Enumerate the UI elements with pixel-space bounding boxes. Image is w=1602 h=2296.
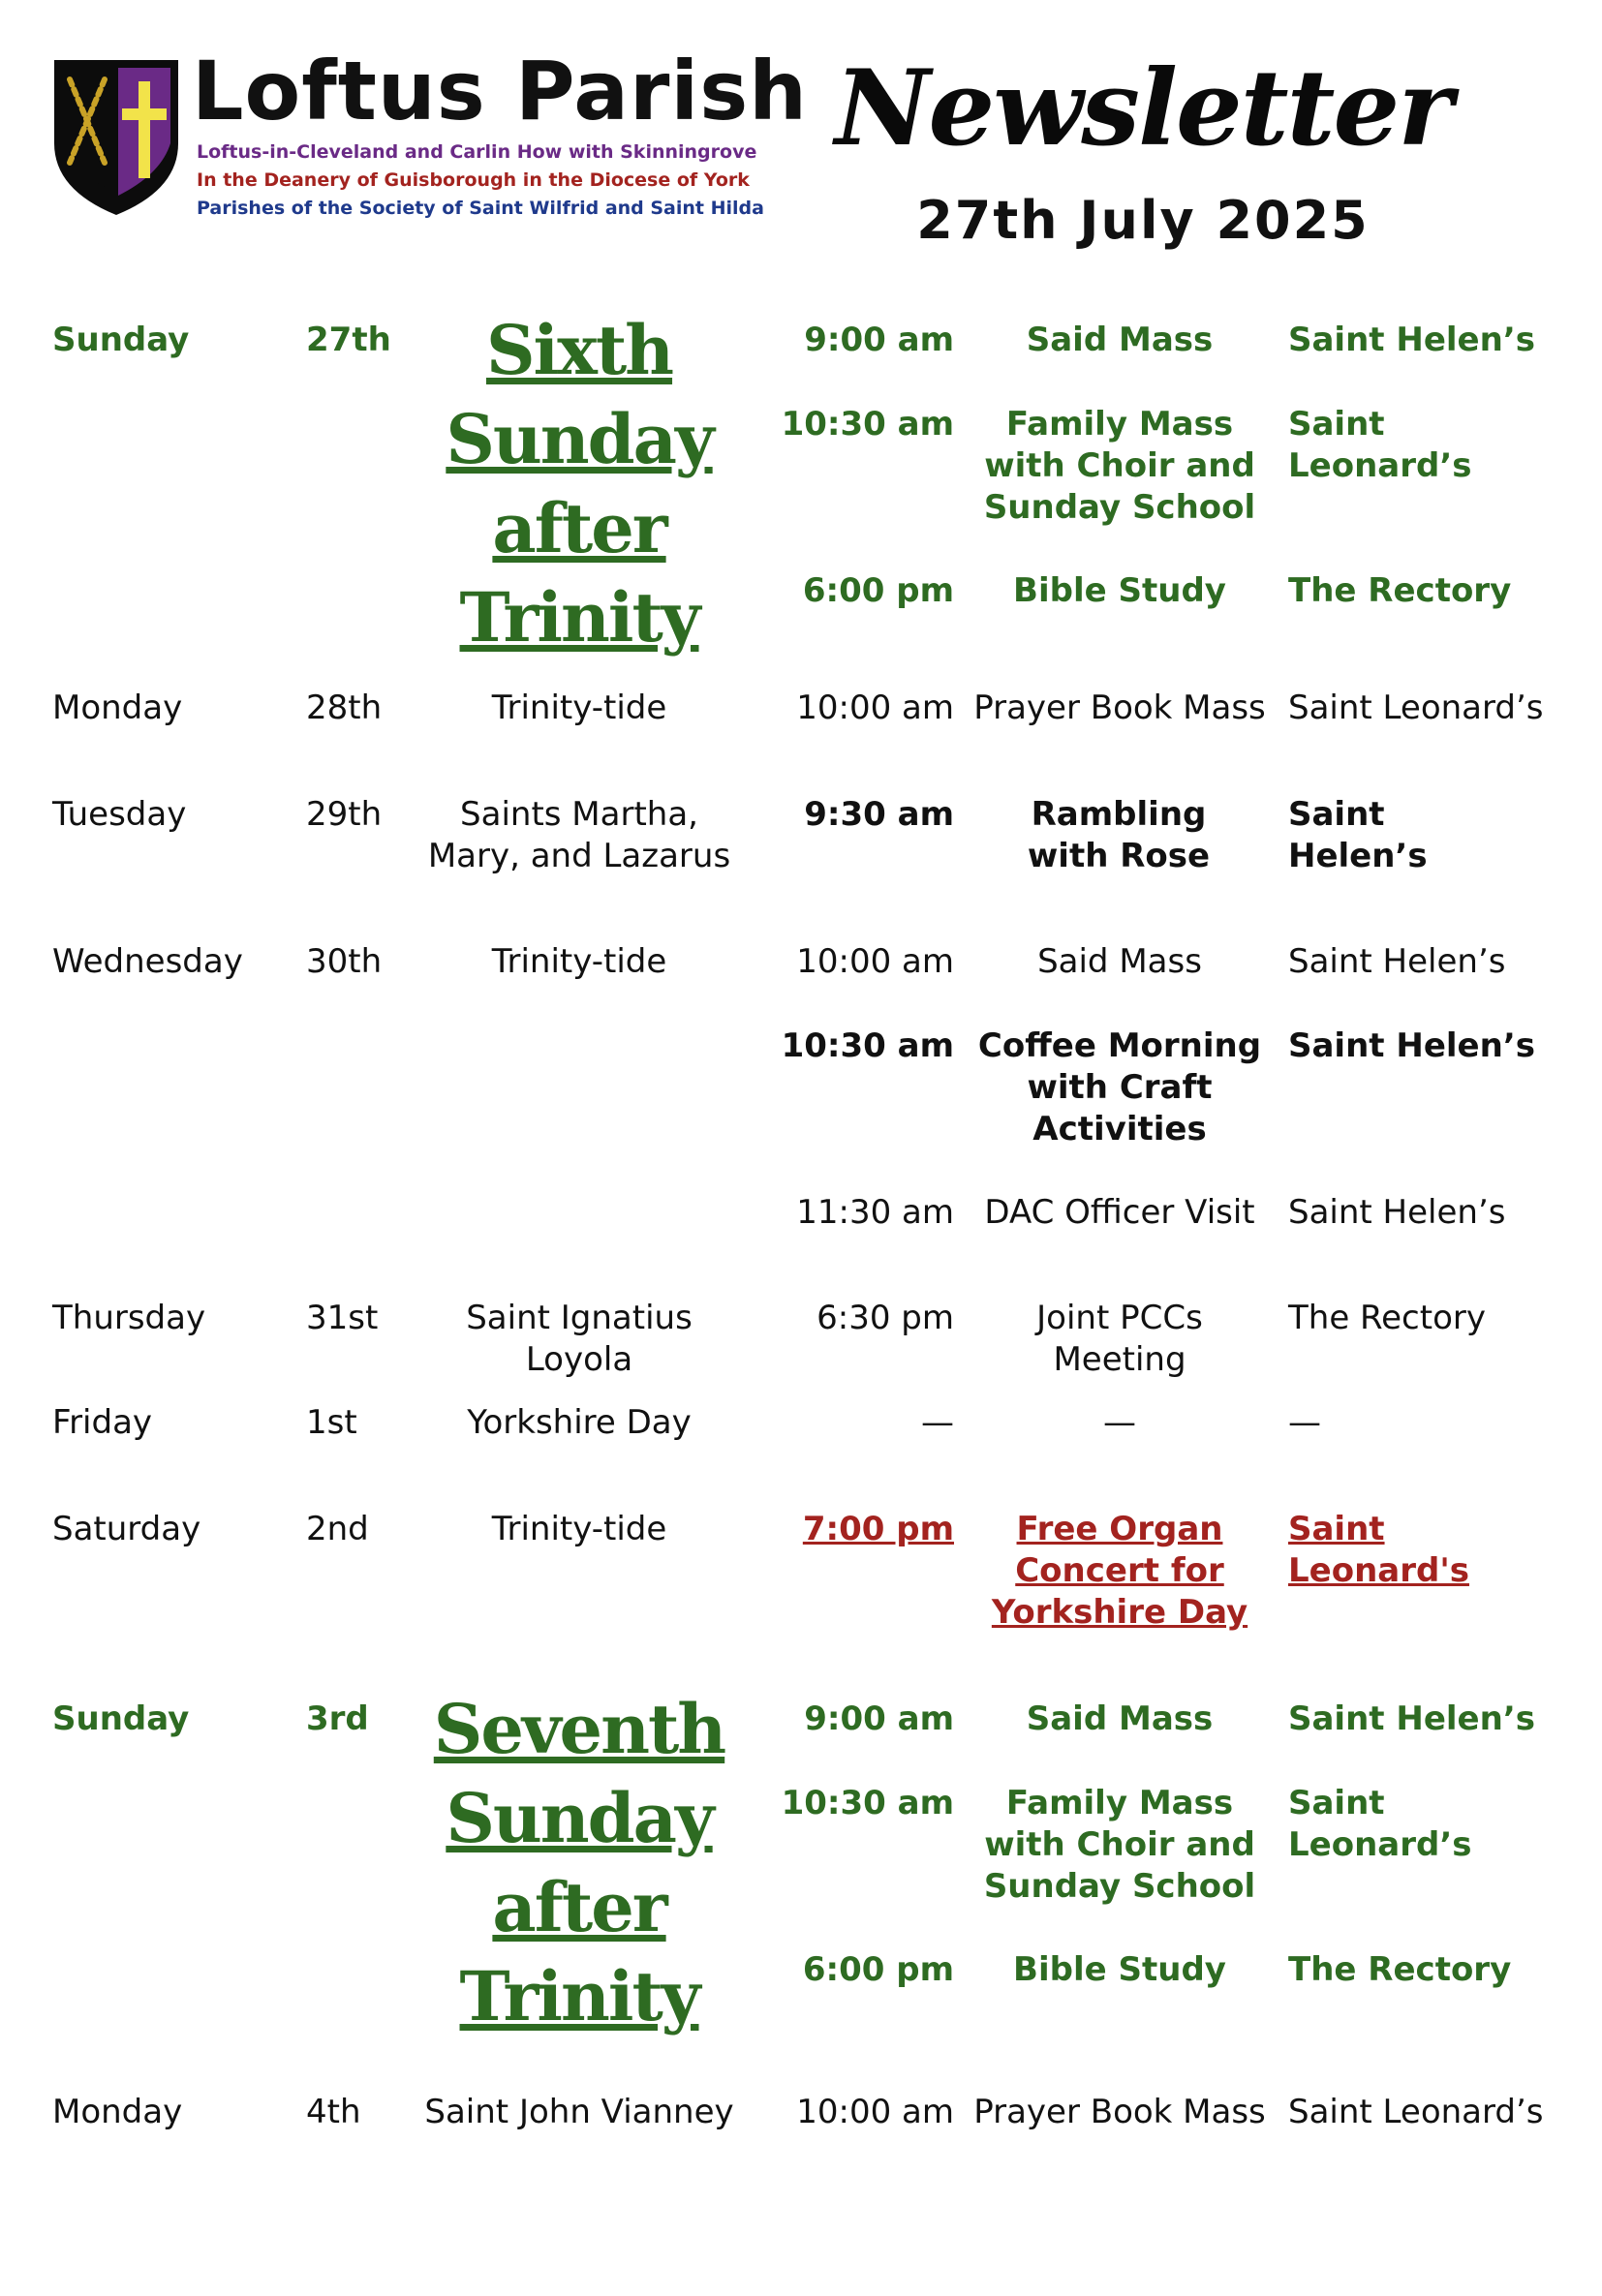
event-time: 10:30 am: [781, 1784, 954, 1822]
event-time: 10:00 am: [796, 689, 954, 727]
feast-line: Sunday: [446, 1778, 713, 1858]
event-place: Saint Leonard’s: [1288, 689, 1544, 727]
feast-title: Trinity-tide: [491, 942, 667, 981]
feast-title: [424, 1685, 734, 2041]
event-name: —: [1103, 1403, 1136, 1442]
event-name: Said Mass: [1026, 321, 1214, 359]
feast-title: Saint John Vianney: [424, 2093, 734, 2131]
event-name: Family Mass with Choir and Sunday School: [983, 405, 1256, 527]
date-label: 29th: [306, 795, 383, 834]
event-place: Saint Leonard’s: [1288, 405, 1472, 485]
day-label: Sunday: [52, 321, 190, 359]
event-name: Bible Study: [1013, 1950, 1226, 1989]
feast-title: Saints Martha, Mary, and Lazarus: [427, 795, 731, 875]
feast-line: Sixth: [485, 310, 673, 390]
parish-shield-logo: [50, 54, 182, 219]
date-label: 28th: [306, 689, 383, 727]
newsletter-date: 27th July 2025: [916, 190, 1370, 251]
event-time: 7:00 pm: [802, 1510, 954, 1548]
newsletter-header: [0, 0, 1602, 281]
day-label: Friday: [52, 1403, 153, 1442]
event-time: 10:30 am: [781, 405, 954, 444]
event-place: The Rectory: [1288, 1950, 1512, 1989]
feast-title: Saint Ignatius Loyola: [466, 1299, 693, 1379]
event-place: —: [1288, 1403, 1321, 1442]
event-time: 6:30 pm: [816, 1299, 954, 1337]
event-name: Said Mass: [1026, 1699, 1214, 1738]
event-name: Prayer Book Mass: [973, 2093, 1266, 2131]
event-place: The Rectory: [1288, 1299, 1486, 1337]
day-label: Sunday: [52, 1699, 190, 1738]
date-label: 1st: [306, 1403, 357, 1442]
event-name: Coffee Morning with Craft Activities: [977, 1026, 1262, 1148]
event-name: Rambling with Rose: [1027, 795, 1211, 875]
feast-title: Yorkshire Day: [467, 1403, 692, 1442]
date-label: 30th: [306, 942, 383, 981]
event-place: Saint Helen’s: [1288, 942, 1506, 981]
parish-subtitle-2: In the Deanery of Guisborough in the Diocese of York: [197, 169, 750, 191]
parish-title: Loftus Parish: [192, 44, 808, 138]
event-name: Bible Study: [1013, 571, 1226, 610]
event-time: 9:00 am: [804, 1699, 954, 1738]
event-time: 11:30 am: [796, 1193, 954, 1232]
event-name: Family Mass with Choir and Sunday School: [983, 1784, 1256, 1906]
day-label: Saturday: [52, 1510, 201, 1548]
event-place: Saint Helen’s: [1288, 795, 1428, 875]
event-place: Saint Helen’s: [1288, 321, 1535, 359]
event-place: Saint Helen’s: [1288, 1026, 1535, 1065]
date-label: 2nd: [306, 1510, 369, 1548]
event-time: 9:00 am: [804, 321, 954, 359]
event-place: Saint Leonard’s: [1288, 1784, 1472, 1864]
feast-line: Trinity: [459, 1956, 699, 2036]
day-label: Tuesday: [52, 795, 187, 834]
day-label: Monday: [52, 689, 183, 727]
event-name: Free Organ Concert for Yorkshire Day: [991, 1510, 1248, 1632]
event-time: 10:00 am: [796, 942, 954, 981]
date-label: 4th: [306, 2093, 361, 2131]
event-name: DAC Officer Visit: [984, 1193, 1255, 1232]
parish-subtitle-3: Parishes of the Society of Saint Wilfrid and Saint Hilda: [197, 198, 764, 219]
feast-line: Sunday: [446, 399, 713, 479]
event-place: Saint Leonard's: [1288, 1510, 1469, 1590]
event-name: Said Mass: [1037, 942, 1202, 981]
event-name: Prayer Book Mass: [973, 689, 1266, 727]
event-time: 6:00 pm: [802, 1950, 954, 1989]
event-place: Saint Leonard’s: [1288, 2093, 1544, 2131]
event-time: —: [921, 1403, 954, 1442]
day-label: Thursday: [52, 1299, 206, 1337]
date-label: 3rd: [306, 1699, 369, 1738]
feast-line: Seventh: [433, 1689, 725, 1769]
feast-line: after: [492, 488, 666, 568]
date-label: 27th: [306, 321, 391, 359]
newsletter-title: Newsletter: [834, 47, 1452, 169]
date-label: 31st: [306, 1299, 379, 1337]
event-name: Joint PCCs Meeting: [1036, 1299, 1203, 1379]
day-label: Monday: [52, 2093, 183, 2131]
event-time: 10:30 am: [781, 1026, 954, 1065]
feast-line: Trinity: [459, 577, 699, 658]
parish-subtitle-1: Loftus-in-Cleveland and Carlin How with Skinningrove: [197, 141, 757, 163]
feast-title: Trinity-tide: [491, 1510, 667, 1548]
feast-title: [424, 306, 734, 662]
event-time: 6:00 pm: [802, 571, 954, 610]
event-time: 9:30 am: [804, 795, 954, 834]
event-time: 10:00 am: [796, 2093, 954, 2131]
event-place: Saint Helen’s: [1288, 1699, 1535, 1738]
event-place: Saint Helen’s: [1288, 1193, 1506, 1232]
event-place: The Rectory: [1288, 571, 1512, 610]
feast-title: Trinity-tide: [491, 689, 667, 727]
feast-line: after: [492, 1867, 666, 1947]
day-label: Wednesday: [52, 942, 243, 981]
